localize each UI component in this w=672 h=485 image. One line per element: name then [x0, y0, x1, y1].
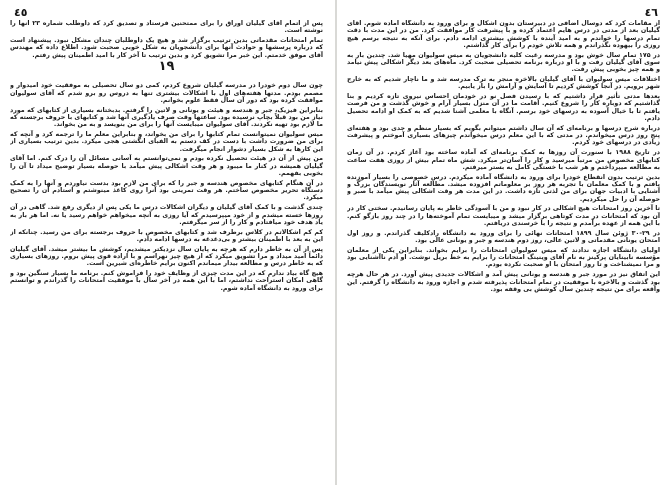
paragraph: کم کم اشکالاتم در کلاس برطرف شد و کتابهای مخصوص با حروف برجسته برای من رسید. چنانکه از این به بعد با اطمینان بیشتر و بی‌دغدغه به درسها ادامه دادم.: [10, 228, 323, 243]
left-page: [0, 0, 335, 485]
chapter-number: ۱۹: [158, 58, 175, 74]
paragraph: از مقامات کرد که دوسال اضافی در دبیرستان بدون اشکال و برای ورود به دانشگاه آماده شوم. آقای گیلیان بعد از مدتی در درس هایم اعتماد کرده و با پیشرفت کار موافقت کرد. من در این مدت با دقت تمام درسها را خواندم و به امید آینده با کوشش بیشتری ادامه دادم. برای آنکه به نتیجه برسم هیچ روزی را بیهوده نگذراندم و همه تلاش خودم را برای کار گذاشتم.: [347, 20, 660, 49]
paragraph: در ۲۹-۳۰ ژوئن سال ۱۸۹۹ امتحانات نهائی را برای ورود به دانشگاه رادکلیف گذراندم. و روز اول امتحان یونانی مقدماتی و لاتین عالی، روز دوم هندسه و جبر و یونانی عالی بود.: [347, 229, 660, 245]
paragraph: بنابراین فیزیک، جبر و هندسه و هیئت و یونانی و لاتین را گرفتم. بدبختانه بسیاری از کتابهای که مورد نیاز من بود قبلاً بچاپ نرسیده بود. ساعتها وقت صرف یادگیری آنها شد و کتابهای با حروف برجسته که ما لازم بود تهیه نکردند. آقای سولیوان میبایست آنها را برای من بنویسد و به من بخواند.: [10, 106, 323, 129]
paragraph: تمام امتحانات مقدماتی بدین ترتیب برگزار شد و هیچ یک داوطلبان چندان مشکل نبود. پیشنهاد است که درباره پرسشها و حوادث آنها برای دانشجویان به شکل خوبی صحبت شود. اطلاع داده که مهندس آقای موفق خدمتم. این خبر مرا تشویق کرد و بدین ترتیب تا آخر کار با امید اطمینان پیش رفتم.: [10, 37, 323, 59]
paragraph: تا آخرین روز امتحانات هیچ اشکالی در کار نبود و من با آسودگی خاطر به پایان رسانیدم. سختی کار در آن بود که امتحانات در مدت کوتاهی برگزار میشد و میبایست تمام آموخته‌ها را در چند روز بازگو کنم. با این همه از عهده برآمدم و نتیجه را با خرسندی دریافتم.: [347, 205, 660, 227]
right-page-text: [347, 20, 660, 479]
paragraph: این اتفاق نیز در مورد جبر و هندسه و یونانی پیش آمد و اشکالات جدیدی پیش آورد. در هر حال هرچه بود گذشت و بالاخره با موفقیت در تمام امتحانات پذیرفته شدم و اجازه ورود به دانشگاه را گرفتم. این واقعه برای من نتیجه چندین سال کوشش بی وقفه بود.: [347, 271, 660, 293]
paragraph: بعدها مدتی تأثیر قرار داشتیم که با رسیدن فصل نو در خودمان احساس نیروی تازه کردیم و بنا گذاشتیم که دوباره کار را شروع کنیم. اقامت ما در آن منزل بسیار آرام و خوش گذشت و من فرصت یافتم تا با خیال آسوده به درسهای خود برسم. آنگاه با معلمی آشنا شدیم که به کمک او ادامه تحصیل دادم.: [347, 93, 660, 123]
paragraph: چون سال دوم خودرا در مدرسه گیلیان شروع کردم، کمی دو سال تحصیلی به موفقیت خود امیدوار و مصمم بودم. مدتها هفته‌های اول با اشکالات بیشتری تنها به دروس رو برو شدم که آقای سولیوان موافقت کرده بود که دور آن سال فقط علوم بخوانم.: [10, 82, 323, 104]
paragraph: چندی گذشت و با کمک آقای گیلیان و دیگران اشکالات درس ما یکی پس از دیگری رفع شد. گاهی در آن روزها خسته میشدم و از خود میپرسیدم که آیا روزی به آنچه میخواهم خواهم رسید یا نه. اما هر بار به یاد هدف خود میافتادم و کار را از سر میگرفتم.: [10, 204, 323, 226]
paragraph: پس از اتمام آقای گیلیان اوراق را برای ممتحنین فرستاد و تصدیق کرد که داوطلب شماره ۲۳ آنها را نوشته است.: [10, 20, 323, 35]
right-page: [337, 0, 672, 485]
paragraph: پس از آن به خاطر دارم که هرچه به پایان سال نزدیکتر میشدیم، کوشش ما بیشتر میشد. آقای گیلیان دائماً امید میداد و مرا تشویق میکرد که از هیچ چیز نهراسم و با اراده قوی پیش بروم. روزهای بسیاری که به خاطر درس و مطالعه بیدار میماندم اکنون برایم خاطره‌ای شیرین است.: [10, 245, 323, 268]
paragraph: بدین ترتیب بدون انقطاع خودرا برای ورود به دانشگاه آماده میکردم. درس خصوصی را بسیار آموزنده یافتم و با کمک معلمان با تجربه هر روز بر معلوماتم افزوده میشد. مطالعه آثار نویسندگان بزرگ و آشنایی با ادبیات جهان برای من لذتی تازه داشت. در این مدت هر وقت اشکالی پیش میآمد با صبر و حوصله آن را حل میکردیم.: [347, 173, 660, 203]
paragraph: من پیش از آن در هیئت تحصیل نکرده بودم و نمی‌توانستم به آسانی مسائل آن را درک کنم. اما آقای گیلیان همیشه در کنار ما میبود و هر وقت اشکالی پیش میآمد با حوصله بسیار توضیح میداد تا آن را بخوبی بفهمم.: [10, 155, 323, 178]
paragraph: درباره شرح درسها و برنامه‌ای که آن سال داشتم میتوانم بگویم که بسیار منظم و جدی بود و هفته‌ای پنج روز درس میخواندم. در مدتی که با این معلم درس میخواندم چیزهای بسیاری آموختم و پیشرفت زیادی در درسهای خود کردم.: [347, 124, 660, 147]
left-page-number: ٤٥: [14, 6, 28, 19]
paragraph: در تاریخ ۱۹۸۸ با سنورت آن روزها به کمک برنامه‌ای که آماده ساخته بود آغاز کردم. در آن زمان کتابهای مخصوص من مرتباً میرسید و کار را آسان‌تر میکرد. شش ماه تمام بیش از روزی هفت ساعت به مطالعه میپرداختم و هر شب با خستگی کامل به بستر میرفتم.: [347, 149, 660, 171]
right-page-number: ٤٦: [644, 6, 658, 19]
paragraph: در آن هنگام کتابهای مخصوص هندسه و جبر را که برای من لازم بود بدست نیاوردم و آنها را به کمک دستگاه تحریر مخصوص ساختم. هر وقت تمرینی بود آنرا روی کاغذ مینوشتم و استادم آن را تصحیح میکرد.: [10, 179, 323, 202]
paragraph: اختلافات میس سولیوان با آقای گیلیان بالاخره منجر به ترک مدرسه شد و ما ناچار شدیم که به خارج شهر برویم. در آنجا کوشش کردیم تا آسایش و آرامش را باز یابیم.: [347, 76, 660, 91]
paragraph: هیچ گاه بیاد ندارم که در این مدت چیزی از وظایف خود را فراموش کنم. برنامه ما بسیار سنگین بود و گاهی امکان استراحت نداشتم، اما با این همه در آخر سال با موفقیت امتحانات را گذراندم و توانستم برای ورود به دانشگاه آماده شوم.: [10, 270, 323, 292]
paragraph: میس سولیوان نمیتوانست تمام کتابها را برای من بخواند، و بنابراین معلم ما را ترجمه کرد و آنچه که برای من ضرورت داشت با دست در کف دستم به الفبای انگشتی هجی میکرد. بدین ترتیب بسیاری از این کارها به شکل بسیار دشوار انجام میگرفت.: [10, 131, 323, 153]
book-gutter: [335, 0, 337, 485]
paragraph: اولیای دانشگاه اجازه ندادند که میس سولیوان امتحانات را برایم بخواند. بنابراین یکی از معلمان مؤسسه نابینایان پرکینز به نام آقای وینینگ امتحانات را برایم به خط بریل نوشت. او آدم ناآشنایی بود و مرا نمیشناخت و تا روز امتحان با او صحبت نکرده بودم.: [347, 246, 660, 269]
left-page-text: [10, 20, 323, 479]
paragraph: در ۱۷۵ تمام سال خوش بود و مدرسه رغبت کلیه دانشجویان به میس سولیوان مهیا شد. چندین بار به سوی آقای گیلیان رفت و با او درباره برنامه تحصیلی صحبت کرد. ماه‌های بعد دیگر اشکالی پیش نیامد و همه چیز بخوبی پیش رفت.: [347, 51, 660, 74]
